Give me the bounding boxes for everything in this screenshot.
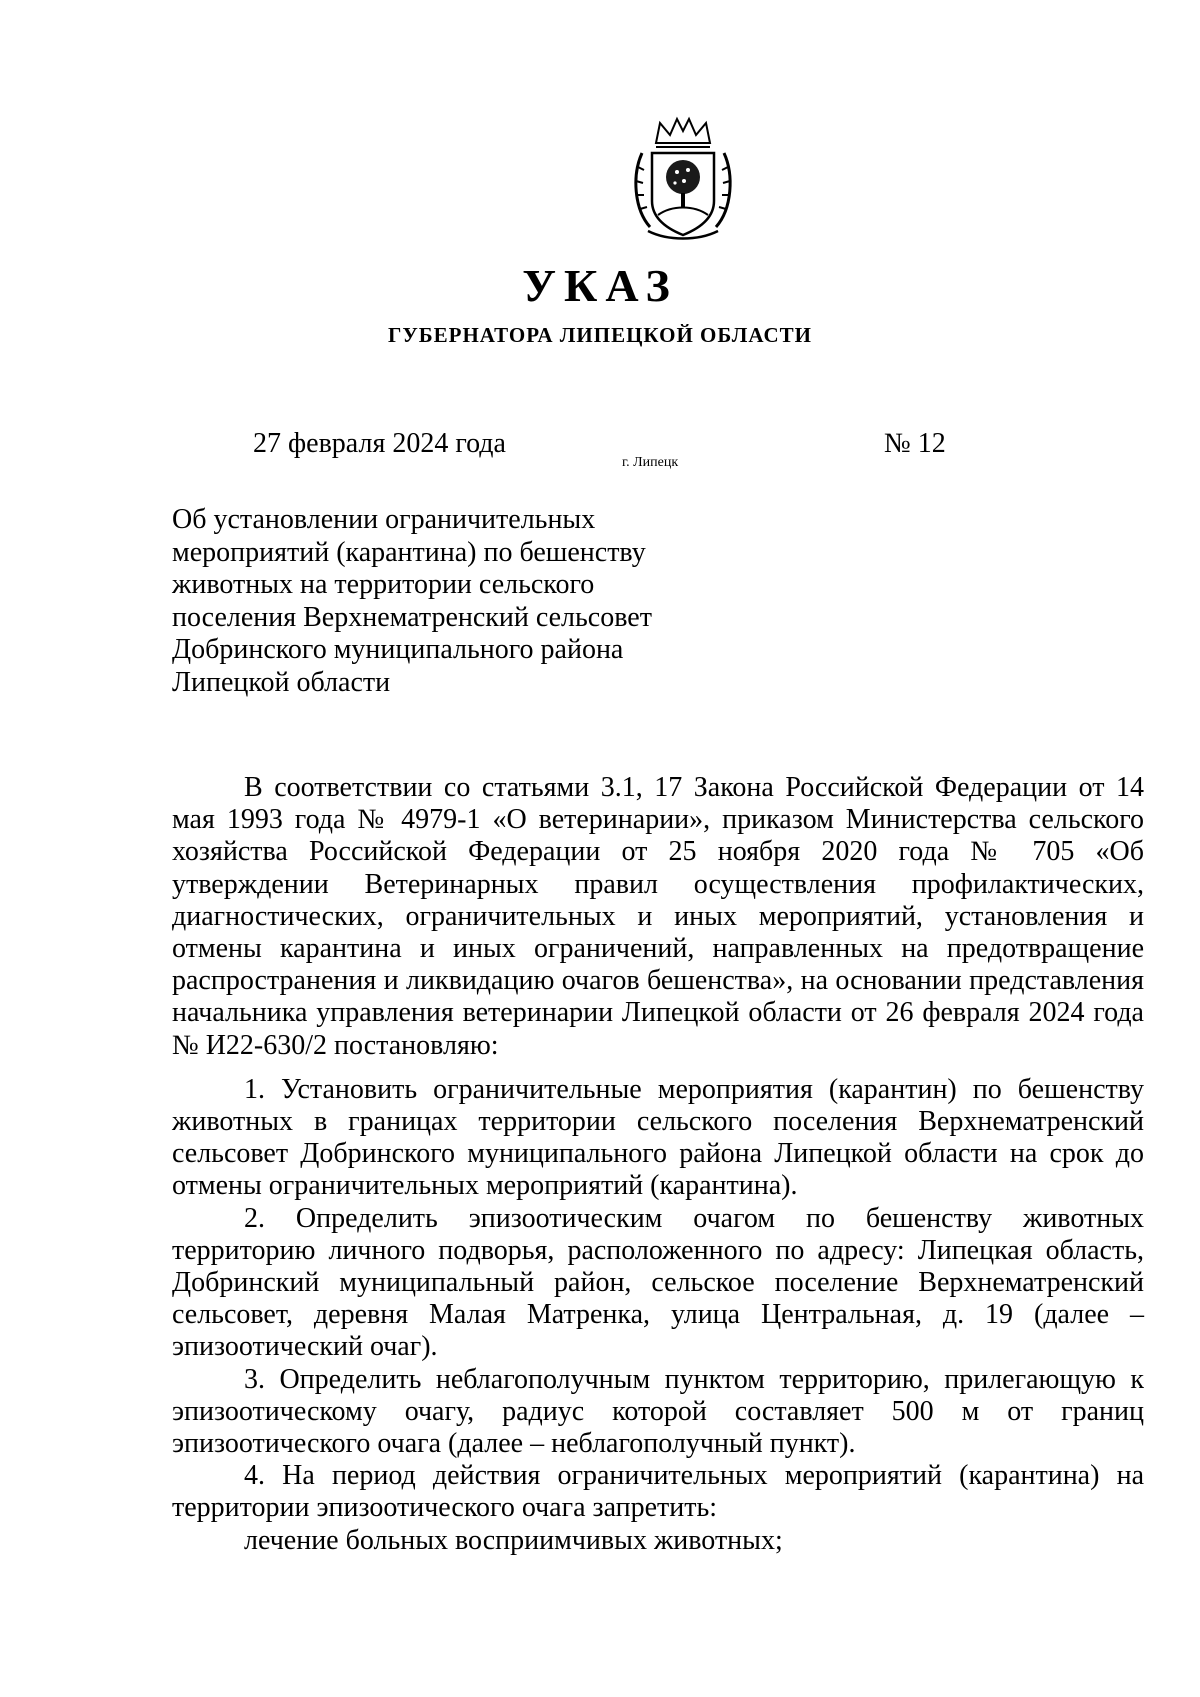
subject-line: Добринского муниципального района <box>172 634 624 665</box>
document-number: № 12 <box>884 428 946 459</box>
document-type-title: УКАЗ <box>522 260 678 311</box>
clause-3-paragraph: 3. Определить неблагополучным пунктом территорию, прилегающую к эпизоотическому очагу, радиус которой составляет 500 м от границ эпизоотического очага (далее – неблагополучный пункт). <box>172 1363 1144 1460</box>
subject-line: Липецкой области <box>172 666 391 698</box>
preamble-paragraph: В соответствии со статьями 3.1, 17 Закона Российской Федерации от 14 мая 1993 года № 4979-1 «О ветеринарии», приказом Министерства сельского хозяйства Российской Федерации от 25 ноября 2020 года № 705 «Об утверждении Ветеринарных правил осуществления профилактических, диагностических, ограничительных и иных мероприятий, установления и отмены карантина и иных ограничений, направленных на предотвращение распространения и ликвидацию очагов бешенства», на основании представления начальника управления ветеринарии Липецкой области от 26 февраля 2024 года № И22-630/2 постановляю: <box>172 772 1144 1061</box>
clause-4-paragraph: 4. На период действия ограничительных мероприятий (карантина) на территории эпизоотического очага запретить: <box>172 1460 1144 1524</box>
clause-2-paragraph: 2. Определить эпизоотическим очагом по бешенству животных территорию личного подворья, расположенного по адресу: Липецкая область, Добринский муниципальный район, сельское поселение Верхнематренский сельсовет, деревня Малая Матренка, улица Центральная, д. 19 (далее – эпизоотический очаг). <box>172 1202 1144 1363</box>
subject-line: животных на территории сельского <box>172 569 595 600</box>
coat-of-arms-emblem <box>628 115 738 243</box>
document-subject <box>172 504 732 699</box>
document-city: г. Липецк <box>622 455 679 470</box>
subject-line: мероприятий (карантина) по бешенству <box>172 536 646 568</box>
subject-line: Об установлении ограничительных <box>172 504 596 535</box>
coat-of-arms-icon <box>628 115 738 243</box>
clause-1-paragraph: 1. Установить ограничительные мероприятия (карантин) по бешенству животных в границах территории сельского поселения Верхнематренский сельсовет Добринского муниципального района Липецкой области на срок до отмены ограничительных мероприятий (карантина). <box>172 1073 1144 1202</box>
subject-line: поселения Верхнематренский сельсовет <box>172 601 652 633</box>
issuer-subtitle: ГУБЕРНАТОРА ЛИПЕЦКОЙ ОБЛАСТИ <box>387 323 813 347</box>
document-date: 27 февраля 2024 года <box>253 428 506 459</box>
document-body <box>172 772 1144 1557</box>
clause-4-item: лечение больных восприимчивых животных; <box>244 1524 783 1556</box>
